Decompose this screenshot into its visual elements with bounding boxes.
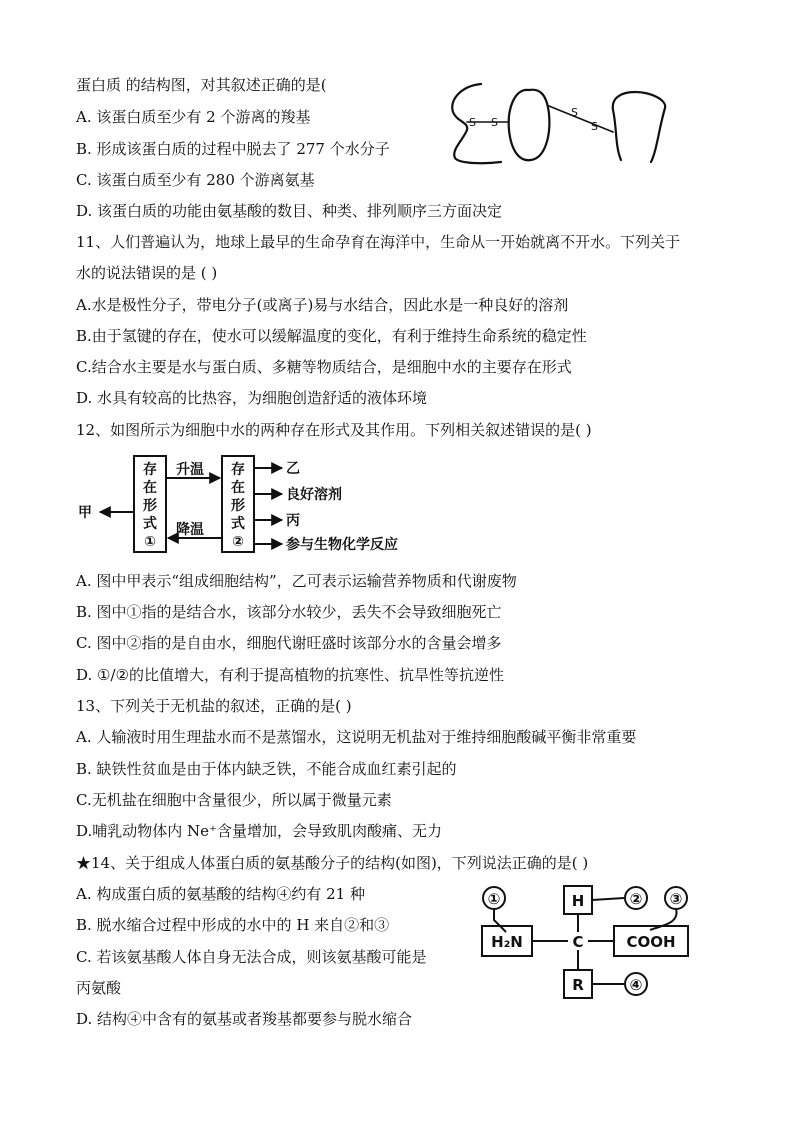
q12-option-d: D. ①/②的比值增大，有利于提高植物的抗寒性、抗旱性等抗逆性 — [76, 666, 504, 684]
q11-stem-line1: 11、人们普遍认为，地球上最早的生命孕育在海洋中，生命从一开始就离不开水。下列关于 — [76, 233, 681, 251]
q13-stem: 13、下列关于无机盐的叙述，正确的是( ) — [76, 697, 352, 715]
q14-option-a: A. 构成蛋白质的氨基酸的结构④约有 21 种 — [76, 885, 365, 903]
q14-option-c-line2: 丙氨酸 — [76, 979, 122, 997]
q14-option-c-line1: C. 若该氨基酸人体自身无法合成，则该氨基酸可能是 — [76, 948, 427, 966]
q10-option-d: D. 该蛋白质的功能由氨基酸的数目、种类、排列顺序三方面决定 — [76, 202, 503, 220]
q13-option-b: B. 缺铁性贫血是由于体内缺乏铁，不能合成血红素引起的 — [76, 760, 457, 778]
r-group-label: R — [572, 976, 584, 994]
arrow-cool-label: 降温 — [176, 522, 204, 538]
q13-option-d: D.哺乳动物体内 Ne⁺含量增加，会导致肌肉酸痛、无力 — [76, 822, 442, 840]
amino-acid-figure — [474, 880, 696, 1006]
arrow-heat-label: 升温 — [176, 462, 204, 478]
q10-option-a: A. 该蛋白质至少有 2 个游离的羧基 — [76, 108, 311, 126]
alpha-carbon-label: C — [572, 933, 584, 951]
q11-option-b: B.由于氢键的存在，使水可以缓解温度的变化，有利于维持生命系统的稳定性 — [76, 327, 587, 345]
carboxyl-group-label: COOH — [626, 933, 676, 951]
q12-option-b: B. 图中①指的是结合水，该部分水较少，丢失不会导致细胞死亡 — [76, 603, 502, 621]
box2-char1: 存 — [231, 462, 245, 478]
q10-option-b: B. 形成该蛋白质的过程中脱去了 277 个水分子 — [76, 140, 390, 158]
marker-4: ④ — [629, 976, 643, 994]
disulfide-s2: S — [491, 116, 498, 129]
box1-char1: 存 — [143, 462, 157, 478]
disulfide-s1: S — [469, 116, 476, 129]
marker-1: ① — [487, 890, 501, 908]
box1-char4: 式 — [143, 516, 157, 532]
output-bing: 丙 — [286, 513, 300, 529]
label-jia: 甲 — [78, 505, 92, 521]
protein-structure-figure — [445, 78, 675, 170]
box2-char3: 形 — [231, 498, 245, 514]
q10-stem: 蛋白质 的结构图，对其叙述正确的是( — [76, 76, 327, 94]
hydrogen-label: H — [571, 892, 585, 910]
water-forms-figure — [76, 450, 436, 562]
box1-char2: 在 — [143, 480, 157, 496]
marker-3: ③ — [669, 890, 683, 908]
output-reaction: 参与生物化学反应 — [286, 537, 398, 553]
q12-option-c: C. 图中②指的是自由水，细胞代谢旺盛时该部分水的含量会增多 — [76, 634, 502, 652]
box1-char5: ① — [144, 534, 156, 550]
q13-option-c: C.无机盐在细胞中含量很少，所以属于微量元素 — [76, 791, 392, 809]
q13-option-a: A. 人输液时用生理盐水而不是蒸馏水，这说明无机盐对于维持细胞酸碱平衡非常重要 — [76, 728, 637, 746]
disulfide-s4: S — [591, 120, 598, 133]
box2-char5: ② — [232, 534, 244, 550]
box2-char2: 在 — [231, 480, 245, 496]
q10-option-c: C. 该蛋白质至少有 280 个游离氨基 — [76, 171, 315, 189]
q11-option-a: A.水是极性分子，带电分子(或离子)易与水结合，因此水是一种良好的溶剂 — [76, 296, 569, 314]
box2-char4: 式 — [231, 516, 245, 532]
marker-2: ② — [629, 890, 643, 908]
q11-option-d: D. 水具有较高的比热容，为细胞创造舒适的液体环境 — [76, 389, 428, 407]
disulfide-s3: S — [571, 106, 578, 119]
box1-char3: 形 — [143, 498, 157, 514]
q14-option-d: D. 结构④中含有的氨基或者羧基都要参与脱水缩合 — [76, 1010, 413, 1028]
output-yi: 乙 — [286, 461, 300, 477]
q12-option-a: A. 图中甲表示“组成细胞结构”，乙可表示运输营养物质和代谢废物 — [76, 572, 517, 590]
q14-option-b: B. 脱水缩合过程中形成的水中的 H 来自②和③ — [76, 916, 390, 934]
q14-stem: ★14、关于组成人体蛋白质的氨基酸分子的结构(如图)，下列说法正确的是( ) — [76, 854, 589, 872]
q11-stem-line2: 水的说法错误的是 ( ) — [76, 264, 218, 282]
output-solvent: 良好溶剂 — [286, 487, 342, 503]
q12-stem: 12、如图所示为细胞中水的两种存在形式及其作用。下列相关叙述错误的是( ) — [76, 421, 592, 439]
q11-option-c: C.结合水主要是水与蛋白质、多糖等物质结合，是细胞中水的主要存在形式 — [76, 358, 572, 376]
amino-group-label: H₂N — [491, 933, 523, 951]
